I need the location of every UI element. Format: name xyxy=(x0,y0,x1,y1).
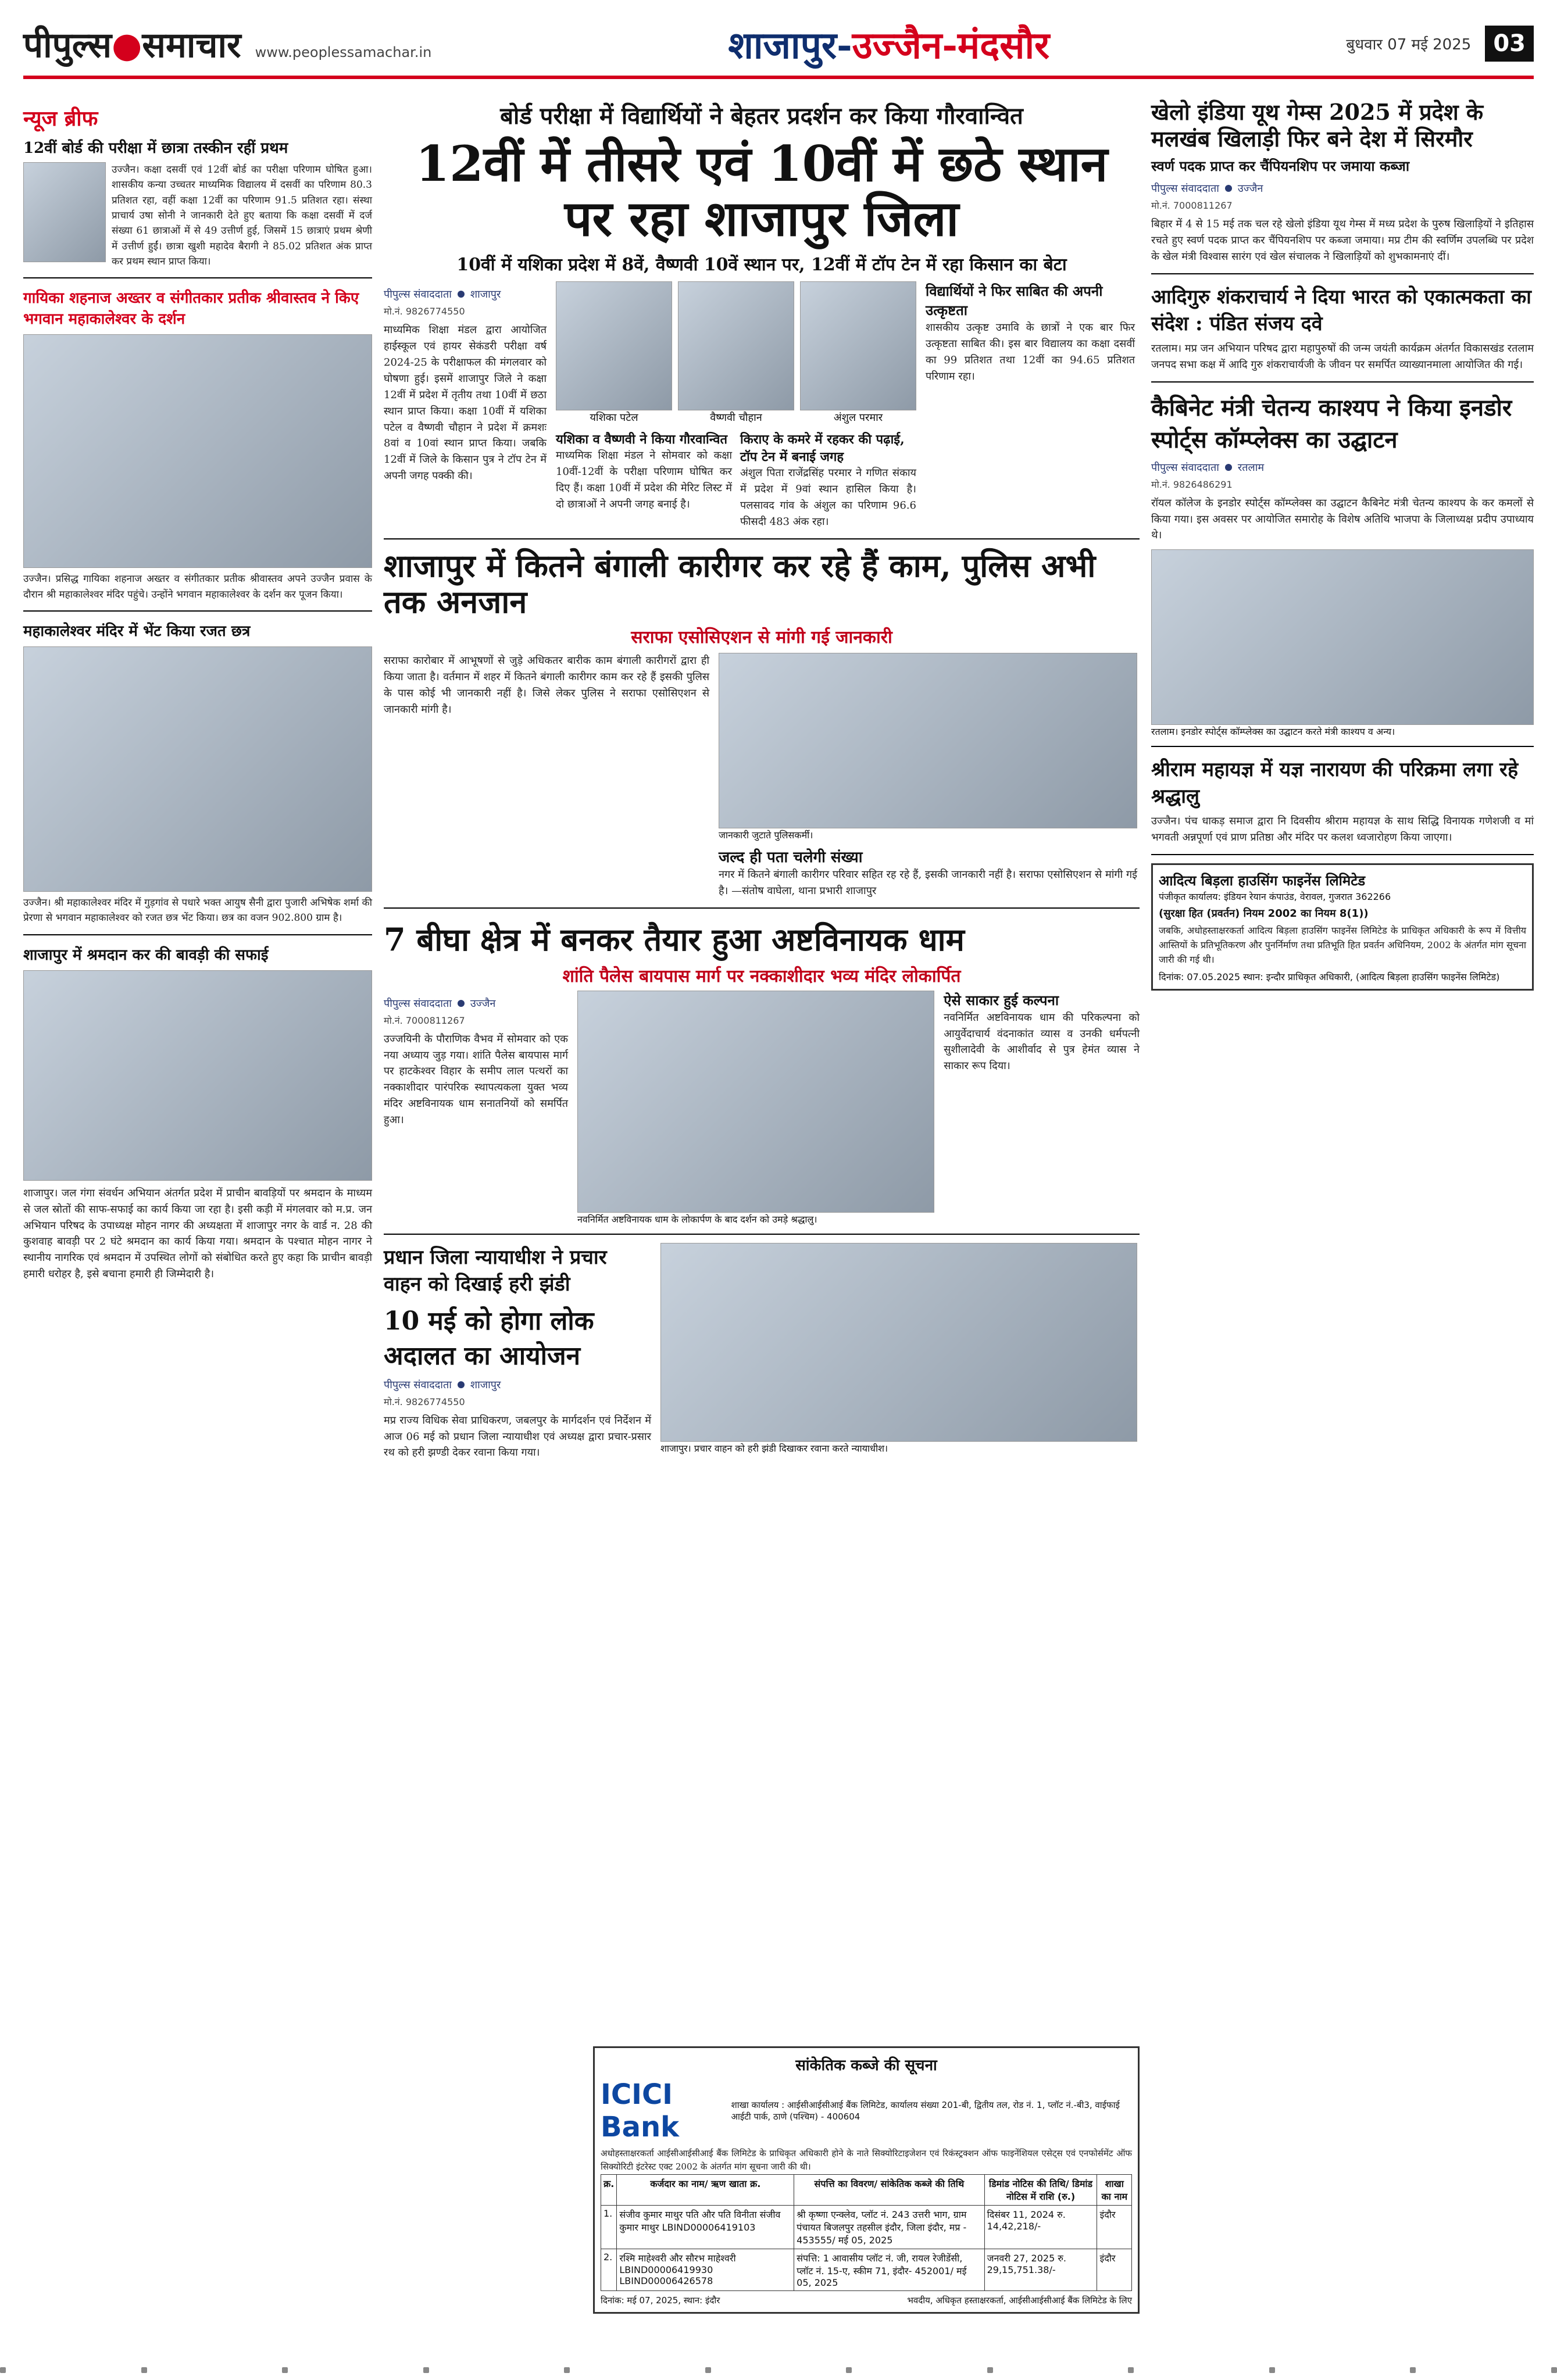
silver-chhatra-photo xyxy=(23,646,372,892)
story-head: प्रधान जिला न्यायाधीश ने प्रचार वाहन को दिखाई हरी झंडी xyxy=(384,1245,607,1296)
mobile: मो.नं. 9826774550 xyxy=(384,306,465,317)
student-photo xyxy=(556,281,672,410)
photo-caption: शाजापुर। प्रचार वाहन को हरी झंडी दिखाकर रवाना करते न्यायाधीश। xyxy=(660,1442,888,1454)
lead-subhead: 10वीं में यशिका प्रदेश में 8वें, वैष्णवी 10वें स्थान पर, 12वीं में टॉप टेन में रहा किसान का बेटा xyxy=(456,255,1067,276)
news-brief-label: न्यूज ब्रीफ xyxy=(23,107,98,131)
notice-title: सांकेतिक कब्जे की सूचना xyxy=(795,2057,937,2074)
table-header: शाखा का नाम xyxy=(1097,2174,1132,2205)
photo-caption: रतलाम। इनडोर स्पोर्ट्स कॉम्प्लेक्स का उद्घाटन करते मंत्री काश्यप व अन्य। xyxy=(1151,726,1395,738)
lead-headline: 12वीं में तीसरे एवं 10वीं में छठे स्थान पर रहा शाजापुर जिला xyxy=(415,135,1108,248)
side-head: विद्यार्थियों ने फिर साबित की अपनी उत्कृष्टता xyxy=(926,283,1103,319)
story-head: 7 बीघा क्षेत्र में बनकर तैयार हुआ अष्टविनायक धाम xyxy=(384,920,965,958)
company-office: पंजीकृत कार्यालय: इंडियन रेयान कंपाउंड, वेरावल, गुजरात 362266 xyxy=(1159,891,1391,903)
story-body: उज्जैन। पंच धाकड़ समाज द्वारा नि दिवसीय श्रीराम महायज्ञ के साथ सिद्धि विनायक गणेशजी व मां भगवती अन्नपूर्णा एवं प्राण प्रतिष्ठा और मंदिर पर कलश ध्वजारोहण किया जाएगा। xyxy=(1151,815,1534,844)
mobile: मो.नं. 9826774550 xyxy=(384,1396,465,1407)
story-body: रॉयल कॉलेज के इनडोर स्पोर्ट्स कॉम्प्लेक्स का उद्घाटन कैबिनेट मंत्री चेतन्य काश्यप के कर कमलों से किया गया। इस अवसर पर आयोजित समारोह के विशेष अतिथि भाजपा के जिलाध्यक्ष प्रदीप उपाध्याय थे। xyxy=(1151,496,1534,542)
story-body: उज्जयिनी के पौराणिक वैभव में सोमवार को एक नया अध्याय जुड़ गया। शांति पैलेस बायपास मार्ग पर हाटकेश्वर विहार के समीप लाल पत्थरों का नक्काशीदार पारंपरिक स्थापत्यकला युक्त भव्य मंदिर अष्टविनायक धाम सनातनियों को समर्पित हुआ। xyxy=(384,1032,568,1127)
right-column xyxy=(1151,99,1534,2378)
byline: पीपुल्स संवाददाता उज्जैन xyxy=(384,997,496,1010)
icici-notice xyxy=(593,2046,1140,2314)
story-head: शाजापुर में कितने बंगाली कारीगर कर रहे हैं काम, पुलिस अभी तक अनजान xyxy=(384,546,1096,620)
student-photo xyxy=(800,281,916,410)
header-right xyxy=(1346,26,1534,62)
story-body: उज्जैन। कक्षा दसवीं एवं 12वीं बोर्ड का परीक्षा परिणाम घोषित हुआ। शासकीय कन्या उच्चतर माध्यमिक विद्यालय में दसवीं का परिणाम 80.3 प्रतिशत रहा, वहीं कक्षा 12वीं का परिणाम 91.5 प्रतिशत रहा। संस्था प्राचार्य उषा सोनी ने जानकारी देते हुए बताया कि कक्षा दसवीं में दर्ज संख्या 61 छात्राओं में से 49 उत्तीर्ण हुई, जिसमें 15 छात्राएं प्रथम श्रेणी में उत्तीर्ण हुईं। छात्रा खुशी महादेव बैरागी ने 85.02 प्रतिशत अंक प्राप्त कर प्रथम स्थान प्राप्त किया। xyxy=(112,164,372,268)
story-body: सराफा कारोबार में आभूषणों से जुड़े अधिकतर बारीक काम बंगाली कारीगरों द्वारा ही किया जाता है। वर्तमान में शहर में कितने बंगाली कारीगर काम कर रहे हैं इसकी पुलिस के पास कोई भी जानकारी नहीं है। जिसे लेकर पुलिस ने सराफा एसोसिएशन से जानकारी मांगी है। xyxy=(384,654,709,716)
story-head: कैबिनेट मंत्री चेतन्य काश्यप ने किया इनडोर स्पोर्ट्स कॉम्प्लेक्स का उद्घाटन xyxy=(1151,394,1512,453)
company-name: आदित्य बिड़ला हाउसिंग फाइनेंस लिमिटेड xyxy=(1159,872,1366,889)
table-header: कर्जदार का नाम/ ऋण खाता क्र. xyxy=(617,2174,794,2205)
story-subhead: 10 मई को होगा लोक अदालत का आयोजन xyxy=(384,1306,594,1371)
issue-date: बुधवार 07 मई 2025 xyxy=(1346,36,1472,53)
story-body: माध्यमिक शिक्षा मंडल द्वारा आयोजित हाईस्कूल एवं हायर सेकंडरी परीक्षा वर्ष 2024-25 के परीक्षाफल की मंगलवार को घोषणा हुई। इसमें शाजापुर जिले ने कक्षा 12वीं में प्रदेश में तृतीय तथा 10वीं में छठा स्थान प्राप्त किया। कक्षा 10वीं में यशिका पटेल व वैष्णवी चौहान ने प्रदेश में क्रमशः 8वां व 10वां स्थान प्राप्त किया। जबकि 12वीं में जिले के किसान पुत्र ने टॉप टेन में अपनी जगह पक्की की। xyxy=(384,324,547,483)
notice-footer: दिनांक: 07.05.2025 स्थान: इन्दौर प्राधिकृत अधिकारी, (आदित्य बिड़ला हाउसिंग फाइनेंस लिमिटेड) xyxy=(1159,971,1500,983)
mobile: मो.नं. 9826486291 xyxy=(1151,478,1233,490)
photo-caption: उज्जैन। प्रसिद्ध गायिका शहनाज अख्तर व संगीतकार प्रतीक श्रीवास्तव अपने उज्जैन प्रवास के दौरान श्री महाकालेश्वर मंदिर पहुंचे। उन्होंने भगवान महाकालेश्वर के दर्शन कर पूजन किया। xyxy=(23,573,372,601)
box-head: ऐसे साकार हुई कल्पना xyxy=(944,991,1059,1009)
story-head: 12वीं बोर्ड की परीक्षा में छात्रा तस्कीन रहीं प्रथम xyxy=(23,140,288,157)
table-row: 2. रश्मि माहेश्वरी और सौरभ माहेश्वरी LBIND00006419930 LBIND00006426578 संपत्ति: 1 आवासीय प्लॉट नं. जी, रायल रेजीडेंसी, प्लॉट नं. 15-ए, स्कीम 71, इंदौर- 452001/ मई 05, 2025 जनवरी 27, 2025 रु. 29,15,751.38/- इंदौर xyxy=(601,2249,1132,2290)
story-body: रतलाम। मप्र जन अभियान परिषद द्वारा महापुरुषों की जन्म जयंती कार्यक्रम अंतर्गत विकासखंड रतलाम जनपद सभा कक्ष में आदि गुरु शंकराचार्यजी के जीवन पर समर्पित व्याख्यानमाला आयोजित की गई। xyxy=(1151,342,1534,371)
box-body: नवनिर्मित अष्टविनायक धाम की परिकल्पना को आयुर्वेदाचार्य वंदनाकांत व्यास व उनकी धर्मपत्नी सुशीलादेवी के आशीर्वाद से पुत्र हेमंत व्यास ने साकार रूप दिया। xyxy=(944,1011,1140,1073)
table-header: क्र. xyxy=(601,2174,617,2205)
notice-table xyxy=(601,2174,1132,2291)
story-head: शाजापुर में श्रमदान कर की बावड़ी की सफाई xyxy=(23,946,269,964)
middle-column xyxy=(384,99,1140,2378)
left-column xyxy=(23,99,372,2378)
byline: पीपुल्स संवाददाता शाजापुर xyxy=(384,288,501,301)
bank-name: ICICI Bank xyxy=(601,2078,680,2143)
table-header: डिमांड नोटिस की तिथि/ डिमांड नोटिस में राशि (रु.) xyxy=(984,2174,1097,2205)
notice-title: (सुरक्षा हित (प्रवर्तन) नियम 2002 का नियम 8(1)) xyxy=(1159,907,1369,920)
housing-finance-notice xyxy=(1151,863,1534,991)
story-body: बिहार में 4 से 15 मई तक चल रहे खेलो इंडिया यूथ गेम्स में मध्य प्रदेश के पुरुष खिलाड़ियों ने इतिहास रचते हुए स्वर्ण पदक प्राप्त कर चैंपियनशिप पर कब्जा जमाया। मप्र टीम की स्वर्णिम उपलब्धि पर प्रदेश के खेल मंत्री विश्वास सारंग एवं खेल संचालक ने खिलाड़ियों को शुभकामनाएं दीं। xyxy=(1151,218,1534,263)
temple-visit-photo xyxy=(23,334,372,568)
kicker: बोर्ड परीक्षा में विद्यार्थियों ने बेहतर प्रदर्शन कर किया गौरवान्वित xyxy=(500,102,1023,130)
notice-sign: भवदीय, अधिकृत हस्ताक्षरकर्ता, आईसीआईसीआई बैंक लिमिटेड के लिए xyxy=(907,2295,1132,2306)
story-head: खेलो इंडिया यूथ गेम्स 2025 में प्रदेश के मलखंब खिलाड़ी फिर बने देश में सिरमौर xyxy=(1151,99,1484,152)
photo-label: वैष्णवी चौहान xyxy=(710,412,762,424)
inauguration-photo xyxy=(1151,549,1534,725)
mobile: मो.नं. 7000811267 xyxy=(1151,200,1233,212)
print-registration-marks xyxy=(0,2366,1557,2377)
table-row: 1. संजीव कुमार माथुर पति और पति विनीता संजीव कुमार माथुर LBIND00006419103 श्री कृष्णा एन्क्लेव, प्लॉट नं. 243 उत्तरी भाग, ग्राम पंचायत बिजलपुर तहसील इंदौर, जिला इंदौर, मप्र - 453555/ मई 05, 2025 दिसंबर 11, 2024 रु. 14,42,218/- इंदौर xyxy=(601,2205,1132,2249)
photo-label: अंशुल परमार xyxy=(833,412,883,424)
photo-label: यशिका पटेल xyxy=(590,412,638,424)
icici-box xyxy=(593,2046,1140,2314)
table-header: संपत्ति का विवरण/ सांकेतिक कब्जे की तिथि xyxy=(794,2174,984,2205)
photo-caption: नवनिर्मित अष्टविनायक धाम के लोकार्पण के बाद दर्शन को उमड़े श्रद्धालु। xyxy=(577,1213,817,1225)
section-title: शाजापुर-उज्जैन-मंदसौर xyxy=(728,23,1050,67)
page-number: 03 xyxy=(1485,26,1534,62)
photo-caption: जानकारी जुटाते पुलिसकर्मी। xyxy=(719,829,813,841)
student-photo xyxy=(23,162,106,262)
byline: पीपुल्स संवाददाता उज्जैन xyxy=(1151,183,1263,195)
story-body: माध्यमिक शिक्षा मंडल ने सोमवार को कक्षा 10वीं-12वीं के परीक्षा परिणाम घोषित कर दिए हैं। कक्षा 10वीं में प्रदेश की मेरिट लिस्ट में दो छात्राओं ने अपनी जगह बनाई है। xyxy=(556,449,732,510)
story-head: आदिगुरु शंकराचार्य ने दिया भारत को एकात्मकता का संदेश : पंडित संजय दवे xyxy=(1151,285,1531,335)
story-subhead: सराफा एसोसिएशन से मांगी गई जानकारी xyxy=(631,627,892,648)
temple-photo xyxy=(577,991,934,1213)
student-photo xyxy=(678,281,794,410)
story-body: शासकीय उत्कृष्ट उमावि के छात्रों ने एक बार फिर उत्कृष्टता साबित की। इस बार विद्यालय का कक्षा दसवीं का 99 प्रतिशत तथा 12वीं का 94.65 प्रतिशत परिणाम रहा। xyxy=(926,321,1135,383)
brand xyxy=(23,20,431,67)
police-photo xyxy=(719,653,1137,828)
story-subhead: स्वर्ण पदक प्राप्त कर चैंपियनशिप पर जमाया कब्जा xyxy=(1151,158,1410,175)
box-body: नगर में कितने बंगाली कारीगर परिवार सहित रह रहे हैं, इसकी जानकारी नहीं है। सराफा एसोसिएशन से मांगी गई है। —संतोष वाघेला, थाना प्रभारी शाजापुर xyxy=(719,868,1137,897)
notice-date: दिनांक: मई 07, 2025, स्थान: इंदौर xyxy=(601,2295,720,2306)
sub-head: यशिका व वैष्णवी ने किया गौरवान्वित xyxy=(556,432,728,448)
stepwell-cleaning-photo xyxy=(23,970,372,1181)
photo-caption: उज्जैन। श्री महाकालेश्वर मंदिर में गुड़गांव से पधारे भक्त आयुष सैनी द्वारा पुजारी अभिषेक शर्मा की प्रेरणा से भगवान महाकालेश्वर को रजत छत्र भेंट किया। छत्र का वजन 902.800 ग्राम है। xyxy=(23,897,372,924)
notice-body: अधोहस्ताक्षरकर्ता आईसीआईसीआई बैंक लिमिटेड के प्राधिकृत अधिकारी होने के नाते सिक्योरिटाइजेशन एवं रिकंस्ट्रक्शन ऑफ फाइनेंशियल एसेट्स एवं एनफोर्समेंट ऑफ सिक्योरिटी इंटरेस्ट एक्ट 2002 के अंतर्गत मांग सूचना जारी की थी। xyxy=(601,2148,1132,2172)
byline: पीपुल्स संवाददाता शाजापुर xyxy=(384,1378,501,1391)
story-body: शाजापुर। जल गंगा संवर्धन अभियान अंतर्गत प्रदेश में प्राचीन बावड़ियों पर श्रमदान के माध्यम से जल स्रोतों की साफ-सफाई का कार्य किया जा रहा है। इसी कड़ी में मंगलवार को म.प्र. जन अभियान परिषद के उपाध्यक्ष मोहन नागर की अध्यक्षता में शाजापुर नगर के वार्ड न. 28 की कुशवाह बावड़ी पर 2 घंटे श्रमदान का कार्य किया गया। श्रमदान के पश्चात मोहन नागर ने स्थानीय नागरिक एवं श्रमदान में उपस्थित लोगों को संबोधित करते हुए कहा कि प्राचीन बावड़ी हमारी धरोहर है, इसे बचाना हमारी ही जिम्मेदारी है। xyxy=(23,1187,372,1281)
masthead xyxy=(23,12,1534,79)
story-body: मप्र राज्य विधिक सेवा प्राधिकरण, जबलपुर के मार्गदर्शन एवं निर्देशन में आज 06 मई को प्रधान जिला न्यायाधीश एवं अध्यक्ष द्वारा प्रचार-प्रसार रथ को हरी झण्डी देकर रवाना किया गया। xyxy=(384,1414,651,1459)
story-head: गायिका शहनाज अख्तर व संगीतकार प्रतीक श्रीवास्तव ने किए भगवान महाकालेश्वर के दर्शन xyxy=(23,290,359,328)
bank-branch: शाखा कार्यालय : आईसीआईसीआई बैंक लिमिटेड, कार्यालय संख्या 201-बी, द्वितीय तल, रोड नं. 1, प्लॉट नं.-बी3, वाईफाई आईटी पार्क, ठाणे (पश्चिम) - 400604 xyxy=(731,2100,1120,2122)
byline: पीपुल्स संवाददाता रतलाम xyxy=(1151,461,1265,474)
site-url[interactable]: www.peoplessamachar.in xyxy=(255,44,432,60)
court-photo xyxy=(660,1243,1137,1442)
sub-head: किराए के कमरे में रहकर की पढ़ाई, टॉप टेन में बनाई जगह xyxy=(740,432,905,465)
mobile: मो.नं. 7000811267 xyxy=(384,1014,465,1026)
story-head: श्रीराम महायज्ञ में यज्ञ नारायण की परिक्रमा लगा रहे श्रद्धालु xyxy=(1151,758,1519,809)
story-subhead: शांति पैलेस बायपास मार्ग पर नक्काशीदार भव्य मंदिर लोकार्पित xyxy=(562,966,961,987)
story-body: अंशुल पिता राजेंद्रसिंह परमार ने गणित संकाय में प्रदेश में 9वां स्थान हासिल किया है। पलसावद गांव के अंशुल का परिणाम 96.6 फीसदी 483 अंक रहा। xyxy=(740,467,916,528)
notice-body: जबकि, अधोहस्ताक्षरकर्ता आदित्य बिड़ला हाउसिंग फाइनेंस लिमिटेड के प्राधिकृत अधिकारी के रूप में वित्तीय आस्तियों के प्रतिभूतिकरण और पुनर्निर्माण तथा प्रतिभूति हित प्रवर्तन अधिनियम, 2002 के अंतर्गत मांग सूचना जारी की गई थी। xyxy=(1159,925,1526,965)
logo: पीपुल्स●समाचार xyxy=(23,25,241,66)
box-head: जल्द ही पता चलेगी संख्या xyxy=(719,848,863,866)
story-head: महाकालेश्वर मंदिर में भेंट किया रजत छत्र xyxy=(23,623,251,641)
